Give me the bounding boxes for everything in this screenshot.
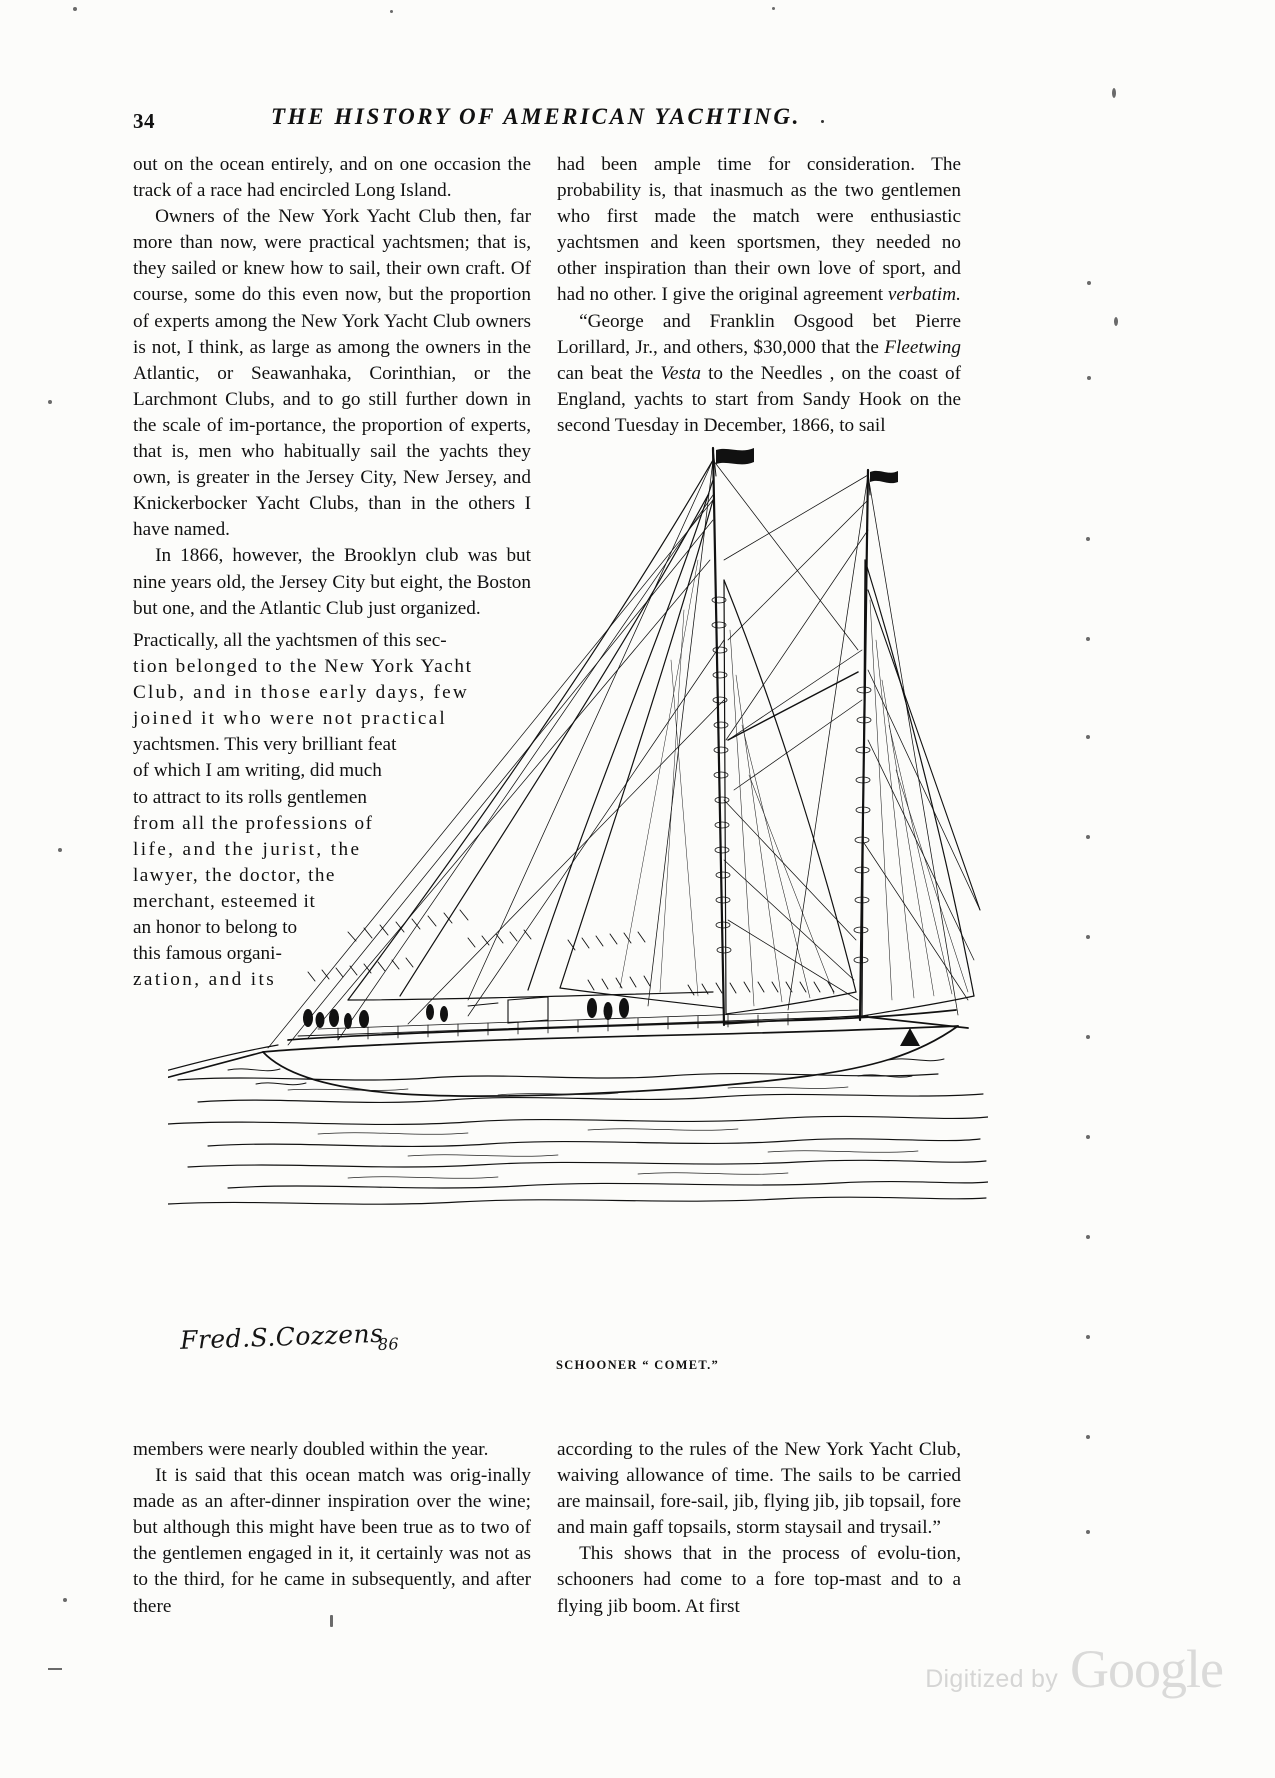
illustration-caption: SCHOONER “ COMET.”: [555, 1358, 720, 1372]
paragraph: Owners of the New York Yacht Club then, far more than now, were practical yachtsmen; that is, they sailed or knew how to sail, their own craft. Of course, some do this even now, but the proportion of experts among the New York Yacht Club owners is not, I think, as large as among the owners in the Atlantic, or Seawanhaka, Corinthian, or the Larchmont Clubs, and to go still further down in the scale of im-portance, the proportion of experts, that is, men who habitually sail the yachts they own, is greater in the Jersey City, New Jersey, and Knickerbocker Yacht Clubs, than in the others I have named.: [133, 206, 531, 541]
line-text: zation, and its: [133, 969, 277, 991]
scan-speck: [1086, 1135, 1090, 1139]
line-text: to attract to its rolls gentlemen: [133, 786, 367, 808]
page-number: 34: [133, 109, 155, 133]
italic-term: verbatim.: [887, 284, 961, 306]
paragraph: [557, 152, 961, 309]
line-text: tion belonged to the New York Yacht: [133, 656, 473, 678]
signature-name: Fred.S.Cozzens: [179, 1318, 384, 1355]
line-text: life, and the jurist, the: [133, 838, 362, 860]
scan-speck: [1114, 317, 1118, 326]
scan-speck: [1086, 1235, 1090, 1239]
scan-speck: [63, 1598, 67, 1602]
paragraph-text: to the Needles , on the coast of England, yachts to start from Sandy Hook on the second Tuesday in December, 1866, to sail: [557, 362, 961, 436]
watermark-brand: Google: [1070, 1639, 1223, 1699]
scan-speck: [330, 1615, 333, 1627]
paragraph: members were nearly doubled within the year.: [133, 1439, 489, 1460]
paragraph: It is said that this ocean match was orig-inally made as an after-dinner inspiration over the wine; but although this might have been true as to two of the gentlemen engaged in it, it certainly was not as to the third, for he came in subsequently, and after there: [133, 1465, 531, 1617]
artist-signature: [180, 1318, 406, 1355]
line-text: this famous organi-: [133, 943, 282, 965]
scan-speck: [1086, 1530, 1090, 1534]
google-watermark: [925, 1638, 1223, 1700]
paragraph-text: “George and Franklin Osgood bet Pierre Lorillard, Jr., and others, $30,000 that the: [557, 310, 961, 358]
signature-year: 86: [377, 1334, 400, 1355]
line-text: lawyer, the doctor, the: [133, 864, 336, 886]
scan-speck: [1086, 1035, 1090, 1039]
scan-speck: [1087, 376, 1091, 380]
scan-speck: [772, 7, 775, 10]
scan-speck: [1086, 735, 1090, 739]
scan-speck: [821, 120, 824, 123]
paragraph-text: can beat the: [557, 362, 661, 384]
scan-speck: [48, 1668, 62, 1670]
scan-speck: [1086, 935, 1090, 939]
line-text: Practically, all the yachtsmen of this sec-: [133, 630, 447, 651]
scan-speck: [390, 10, 393, 13]
scan-speck: [1086, 637, 1090, 641]
paragraph: This shows that in the process of evolu-tion, schooners had come to a fore top-mast and to a flying jib boom. At first: [557, 1543, 961, 1617]
paragraph: In 1866, however, the Brooklyn club was but nine years old, the Jersey City but eight, the Boston but one, and the Atlantic Club just organized.: [133, 545, 531, 619]
left-column-bottom: [133, 1437, 531, 1620]
paragraph-text: had been ample time for consideration. The probability is, that inasmuch as the two gentlemen who first made the match were enthusiastic yachtsmen and keen sportsmen, they needed no other inspiration than their own love of sport, and had no other. I give the original agreement: [557, 154, 961, 306]
line-text: Club, and in those early days, few: [133, 682, 469, 704]
line-text: yachtsmen. This very brilliant feat: [133, 734, 397, 756]
scan-speck: [1086, 835, 1090, 839]
paragraph: out on the ocean entirely, and on one occasion the track of a race had encircled Long Island.: [133, 154, 531, 202]
scan-speck: [58, 848, 62, 852]
line-text: of which I am writing, did much: [133, 760, 382, 782]
paragraph: [557, 309, 961, 439]
yacht-name-vesta: Vesta: [660, 362, 701, 384]
running-head: [133, 104, 983, 138]
line-text: joined it who were not practical: [133, 708, 447, 730]
scan-speck: [1087, 281, 1091, 285]
scan-speck: [1112, 88, 1116, 98]
scan-speck: [73, 7, 77, 11]
scan-speck: [1086, 1335, 1090, 1339]
right-column-top: [557, 152, 961, 439]
paragraph: according to the rules of the New York Yacht Club, waiving allowance of time. The sails to be carried are mainsail, fore-sail, jib, flying jib, jib topsail, fore and main gaff topsails, storm staysail and trysail.”: [557, 1439, 961, 1539]
line-text: an honor to belong to: [133, 917, 298, 939]
right-column-bottom: [557, 1437, 961, 1620]
scan-speck: [48, 400, 52, 404]
watermark-digitized-label: Digitized by: [925, 1665, 1059, 1693]
schooner-illustration: [168, 440, 988, 1230]
scan-speck: [1086, 537, 1090, 541]
line-text: merchant, esteemed it: [133, 890, 316, 912]
line-text: from all the professions of: [133, 812, 374, 834]
running-head-title: THE HISTORY OF AMERICAN YACHTING.: [271, 104, 801, 129]
yacht-name-fleetwing: Fleetwing: [884, 336, 961, 358]
scan-speck: [1086, 1435, 1090, 1439]
